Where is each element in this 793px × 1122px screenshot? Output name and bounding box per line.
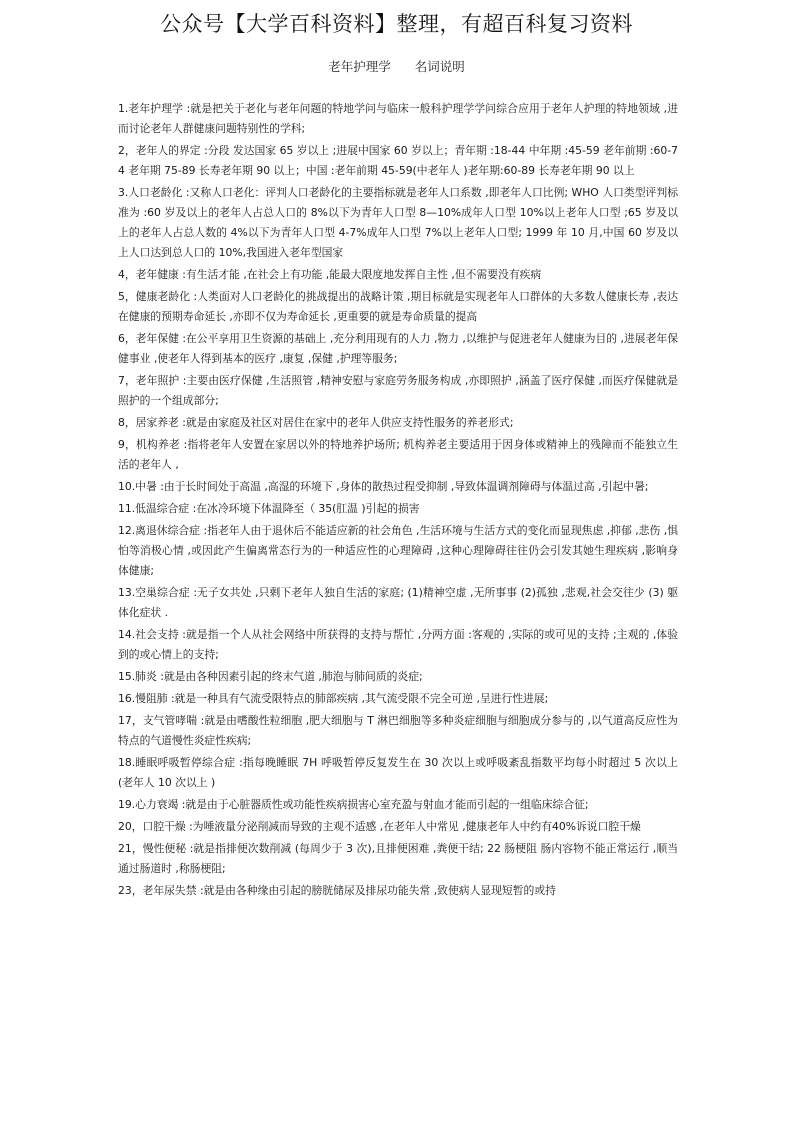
glossary-entry: 23，老年尿失禁 :就是由各种缘由引起的膀胱储尿及排尿功能失常 ,致使病人显现短暂的或持 [118, 884, 556, 897]
glossary-entry: 17，支气管哮喘 :就是由嗜酸性粒细胞 ,肥大细胞与 T 淋巴细胞等多种炎症细胞与细胞成分参与的 ,以气道高反应性为特点的气道慢性炎症性疾病; [118, 714, 678, 747]
glossary-entry: 19.心力衰竭 :就是由于心脏器质性或功能性疾病损害心室充盈与射血才能而引起的一组临床综合征; [118, 798, 589, 811]
glossary-entry: 4，老年健康 :有生活才能 ,在社会上有功能 ,能最大限度地发挥自主性 ,但不需要没有疾病 [118, 268, 542, 281]
glossary-entry: 15.肺炎 :就是由各种因素引起的终末气道 ,肺泡与肺间质的炎症; [118, 670, 423, 683]
glossary-entry: 5，健康老龄化 :人类面对人口老龄化的挑战提出的战略计策 ,期目标就是实现老年人口群体的大多数人健康长寿 ,表达在健康的预期寿命延长 ,亦即不仅为寿命延长 ,更重要的就是寿命质量的提高 [118, 290, 678, 323]
glossary-entry: 13.空巢综合症 :无子女共处 ,只剩下老年人独自生活的家庭; (1)精神空虚 ,无所事事 (2)孤独 ,悲观,社会交往少 (3) 躯体化症状 . [118, 586, 678, 619]
glossary-entry: 6，老年保健 :在公平享用卫生资源的基础上 ,充分利用现有的人力 ,物力 ,以维护与促进老年人健康为目的 ,进展老年保健事业 ,使老年人得到基本的医疗 ,康复 ,保健 ,护理等服务; [118, 332, 678, 365]
glossary-entry: 11.低温综合症 :在冰冷环境下体温降至（ 35(肛温 )引起的损害 [118, 502, 420, 515]
document-title [0, 57, 793, 75]
glossary-entry: 18.睡眠呼吸暂停综合症 :指每晚睡眠 7H 呼吸暂停反复发生在 30 次以上或呼吸紊乱指数平均每小时超过 5 次以上 (老年人 10 次以上 ) [118, 756, 678, 789]
glossary-entry: 21，慢性便秘 :就是指排便次数削减 (每周少于 3 次),且排便困难 ,粪便干结; 22 肠梗阻 肠内容物不能正常运行 ,顺当通过肠道时 ,称肠梗阻; [118, 842, 678, 875]
glossary-entry: 9，机构养老 :指将老年人安置在家居以外的特地养护场所; 机构养老主要适用于因身体或精神上的残障而不能独立生活的老年人 , [118, 438, 678, 471]
section-title: 名词说明 [414, 59, 465, 74]
glossary-entry: 7，老年照护 :主要由医疗保健 ,生活照管 ,精神安慰与家庭劳务服务构成 ,亦即照护 ,涵盖了医疗保健 ,而医疗保健就是照护的一个组成部分; [118, 374, 678, 407]
glossary-entry: 16.慢阻肺 :就是一种具有气流受限特点的肺部疾病 ,其气流受限不完全可逆 ,呈进行性进展; [118, 692, 549, 705]
subject-title: 老年护理学 [328, 59, 391, 74]
glossary-entry: 2，老年人的界定 :分段 发达国家 65 岁以上 ;进展中国家 60 岁以上；青年期 :18-44 中年期 :45-59 老年前期 :60-74 老年期 75-89 长寿老年期 90 以上；中国 :老年前期 45-59(中老年人 )老年期:60-89 长寿老年期 90 以上 [118, 144, 678, 177]
glossary-entry: 8，居家养老 :就是由家庭及社区对居住在家中的老年人供应支持性服务的养老形式; [118, 416, 514, 429]
glossary-entry: 10.中暑 :由于长时间处于高温 ,高湿的环境下 ,身体的散热过程受抑制 ,导致体温调剂障碍与体温过高 ,引起中暑; [118, 480, 649, 493]
page-header: 公众号【大学百科资料】整理，有超百科复习资料 [160, 12, 633, 36]
glossary-entry: 1.老年护理学 :就是把关于老化与老年问题的特地学问与临床一般科护理学学问综合应用于老年人护理的特地领域 ,进而讨论老年人群健康问题特别性的学科; [118, 102, 678, 135]
glossary-list [118, 99, 678, 903]
glossary-entry: 20，口腔干燥 :为唾液量分泌削减而导致的主观不适感 ,在老年人中常见 ,健康老年人中约有40%诉说口腔干燥 [118, 820, 641, 833]
glossary-entry: 12.离退休综合症 :指老年人由于退休后不能适应新的社会角色 ,生活环境与生活方式的变化而显现焦虑 ,抑郁 ,悲伤 ,惧怕等消极心情 ,或因此产生偏离常态行为的一种适应性的心理障碍 ,这种心理障碍往往仍会引发其她生理疾病 ,影响身体健康; [118, 524, 678, 577]
glossary-entry: 14.社会支持 :就是指一个人从社会网络中所获得的支持与帮忙 ,分两方面 :客观的 ,实际的或可见的支持 ;主观的 ,体验到的或心情上的支持; [118, 628, 678, 661]
glossary-entry: 3.人口老龄化 :又称人口老化：评判人口老龄化的主要指标就是老年人口系数 ,即老年人口比例; WHO 人口类型评判标准为 :60 岁及以上的老年人占总人口的 8%以下为青年人口型 8—10%成年人口型 10%以上老年人口型 ;65 岁及以上的老年人占总人数的 4%以下为青年人口型 4-7%成年人口型 7%以上老年人口型; 1999 年 10 月,中国 60 岁及以上人口达到总人口的 10%,我国进入老年型国家 [118, 186, 678, 259]
